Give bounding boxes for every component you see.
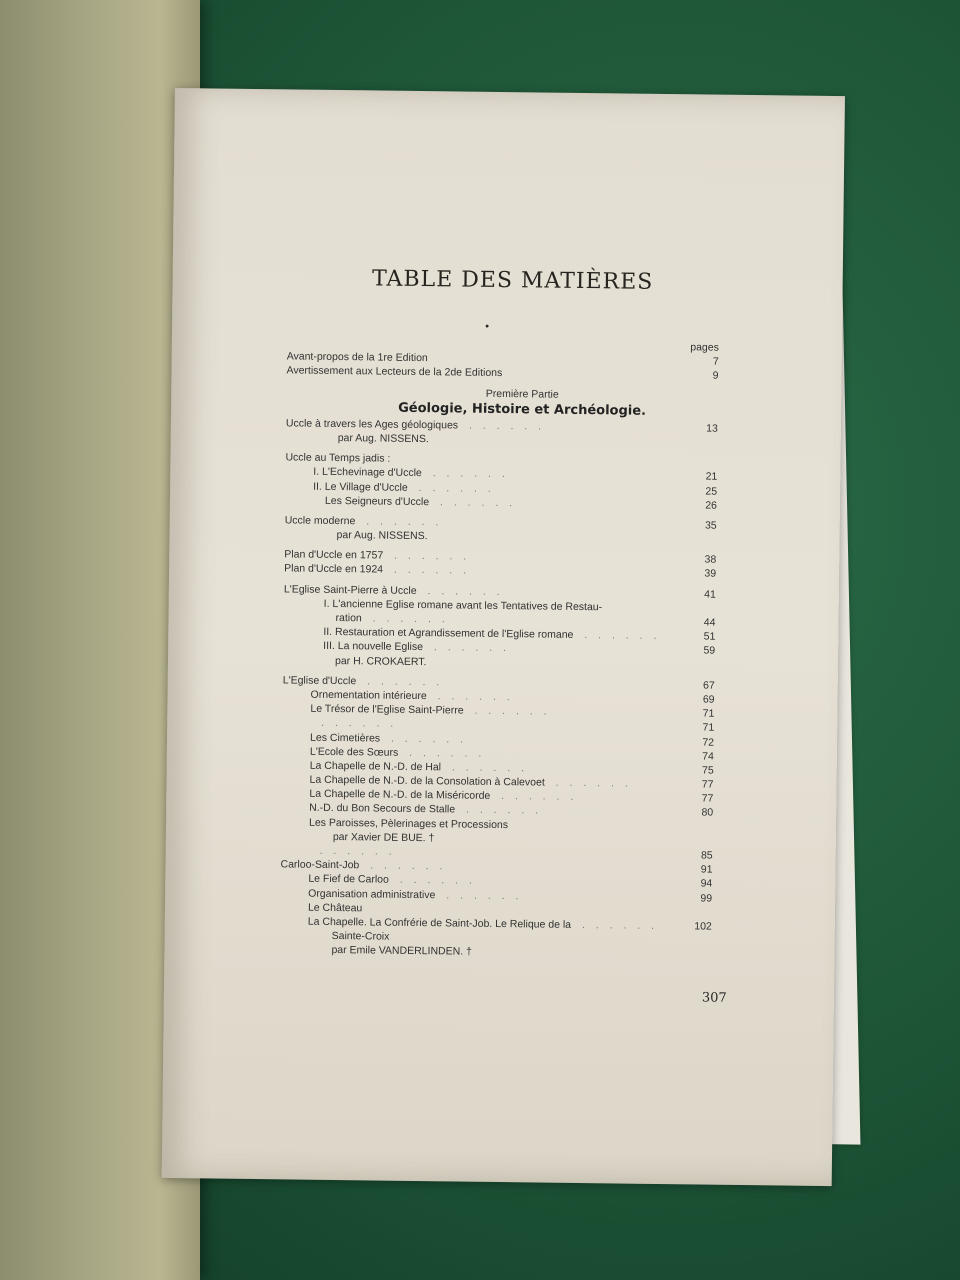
dot-leader: . . . . . . <box>392 874 476 888</box>
toc-label: par Xavier DE BUE. † <box>332 830 435 845</box>
toc-page: 39 <box>704 567 717 581</box>
dot-leader: . . . . . . <box>425 467 509 481</box>
dot-leader: . . . . . . <box>420 584 504 598</box>
toc-label: Uccle à travers les Ages géologiques <box>285 417 459 432</box>
toc-label: I. L'Echevinage d'Uccle <box>313 466 422 480</box>
dot-leader: . . . . . . <box>360 675 444 689</box>
toc-page: 71 <box>702 707 715 720</box>
toc-label: II. Restauration et Agrandissement de l'Eglise romane <box>323 626 574 642</box>
toc-page: 72 <box>702 736 715 749</box>
page-number: 307 <box>701 990 727 1006</box>
toc-page: 13 <box>706 422 718 435</box>
pages-header: pages <box>690 341 719 354</box>
toc-label: Le Fief de Carloo <box>308 873 389 887</box>
dot-leader: . . . . . . <box>439 888 523 902</box>
dot-leader: . . . . . . <box>363 859 447 873</box>
toc-page: 7 <box>712 355 719 368</box>
dot-leader: . . . . . . <box>494 790 578 804</box>
toc-label: Le Château <box>307 901 363 915</box>
toc-page: 94 <box>700 877 713 891</box>
toc-label: L'Ecole des Sœurs <box>309 745 399 759</box>
book-page <box>162 88 845 1186</box>
toc-label: Les Paroisses, Pèlerinages et Processions <box>308 816 509 831</box>
toc-page: 41 <box>704 588 716 601</box>
toc-page: 44 <box>703 616 716 629</box>
toc-page: 9 <box>712 369 719 383</box>
page-title: TABLE DES MATIÈRES <box>371 266 654 295</box>
toc-label: Plan d'Uccle en 1757 <box>284 548 384 562</box>
toc-page: 59 <box>703 644 716 658</box>
dot-leader: . . . . . . <box>433 495 517 509</box>
table-of-contents <box>279 335 719 962</box>
toc-page: 85 <box>700 849 713 862</box>
toc-label: Ornementation intérieure <box>310 688 427 703</box>
toc-label: II. Le Village d'Uccle <box>313 480 408 494</box>
toc-label: par H. CROKAERT. <box>334 654 427 668</box>
toc-page: 38 <box>704 553 717 566</box>
dot-leader: . . . . . . <box>462 419 546 433</box>
toc-page: 69 <box>702 693 715 706</box>
dot-leader: . . . . . . <box>359 515 443 529</box>
toc-label: Organisation administrative <box>308 887 436 901</box>
toc-label: La Chapelle. La Confrérie de Saint-Job. Le Relique de la <box>307 915 572 931</box>
toc-label: La Chapelle de N.-D. de la Miséricorde <box>309 787 491 803</box>
toc-page: 35 <box>704 519 717 532</box>
dot-leader: . . . . . . <box>411 481 495 495</box>
dot-leader: . . . . . . <box>548 776 632 790</box>
toc-label: III. La nouvelle Eglise <box>323 640 424 654</box>
toc-label: Les Seigneurs d'Uccle <box>324 494 430 508</box>
toc-label: I. L'ancienne Eglise romane avant les Tentatives de Restau- <box>323 597 603 614</box>
toc-label: L'Eglise d'Uccle <box>282 674 357 688</box>
dot-leader: . . . . . . <box>402 746 486 760</box>
toc-page: 75 <box>701 764 714 777</box>
dot-leader: . . . . . . <box>574 918 659 932</box>
dot-leader: . . . . . . <box>312 844 396 858</box>
toc-label: Les Cimetières <box>310 731 381 745</box>
dot-leader: . . . . . . <box>426 641 511 655</box>
part-label: Première Partie <box>485 387 559 401</box>
part-title: Géologie, Histoire et Archéologie. <box>398 400 647 419</box>
toc-label: par Aug. NISSENS. <box>337 431 429 446</box>
toc-label: par Aug. NISSENS. <box>336 529 428 543</box>
toc-page: 21 <box>705 470 718 483</box>
toc-page: 77 <box>701 792 714 805</box>
dot-leader: . . . . . . <box>577 629 661 643</box>
toc-label: La Chapelle de N.-D. de la Consolation à Calevoet <box>309 773 545 789</box>
toc-label: Uccle au Temps jadis : <box>285 451 391 465</box>
toc-page: 74 <box>702 750 714 763</box>
toc-page: 25 <box>705 485 718 498</box>
dot-leader: . . . . . . <box>387 549 471 563</box>
toc-page: 102 <box>694 920 712 933</box>
toc-label: par Emile VANDERLINDEN. † <box>331 944 472 959</box>
toc-page: 67 <box>702 679 715 692</box>
dot-leader: . . . . . . <box>459 803 543 817</box>
toc-label: Sainte-Croix <box>331 930 390 943</box>
toc-page: 26 <box>705 499 718 512</box>
dot-leader: . . . . . . <box>444 761 529 775</box>
toc-label: Plan d'Uccle en 1924 <box>284 562 384 577</box>
toc-label: Avant-propos de la 1re Edition <box>286 350 428 365</box>
toc-label: La Chapelle de N.-D. de Hal <box>309 759 442 774</box>
dot-leader: . . . . . . <box>314 717 398 731</box>
ornament-dot: • <box>484 321 491 333</box>
toc-label: ration <box>335 612 362 625</box>
toc-page: 71 <box>702 721 715 734</box>
toc-page: 99 <box>700 892 713 905</box>
toc-label: Carloo-Saint-Job <box>280 858 360 872</box>
dot-leader: . . . . . . <box>467 704 551 718</box>
toc-label: Avertissement aux Lecteurs de la 2de Editions <box>286 364 503 380</box>
dot-leader: . . . . . . <box>386 564 471 578</box>
toc-page: 91 <box>700 863 713 876</box>
toc-page: 80 <box>701 806 714 820</box>
toc-label: Le Trésor de l'Eglise Saint-Pierre <box>310 702 464 717</box>
dot-leader: . . . . . . <box>430 690 514 704</box>
dot-leader: . . . . . . <box>365 612 449 626</box>
toc-entries <box>279 416 718 962</box>
toc-label: N.-D. du Bon Secours de Stalle <box>309 802 456 816</box>
toc-page: 77 <box>701 778 714 791</box>
toc-label: Uccle moderne <box>284 514 356 528</box>
dot-leader: . . . . . . <box>384 732 468 746</box>
toc-label: L'Eglise Saint-Pierre à Uccle <box>283 583 417 597</box>
toc-page: 51 <box>703 630 716 643</box>
